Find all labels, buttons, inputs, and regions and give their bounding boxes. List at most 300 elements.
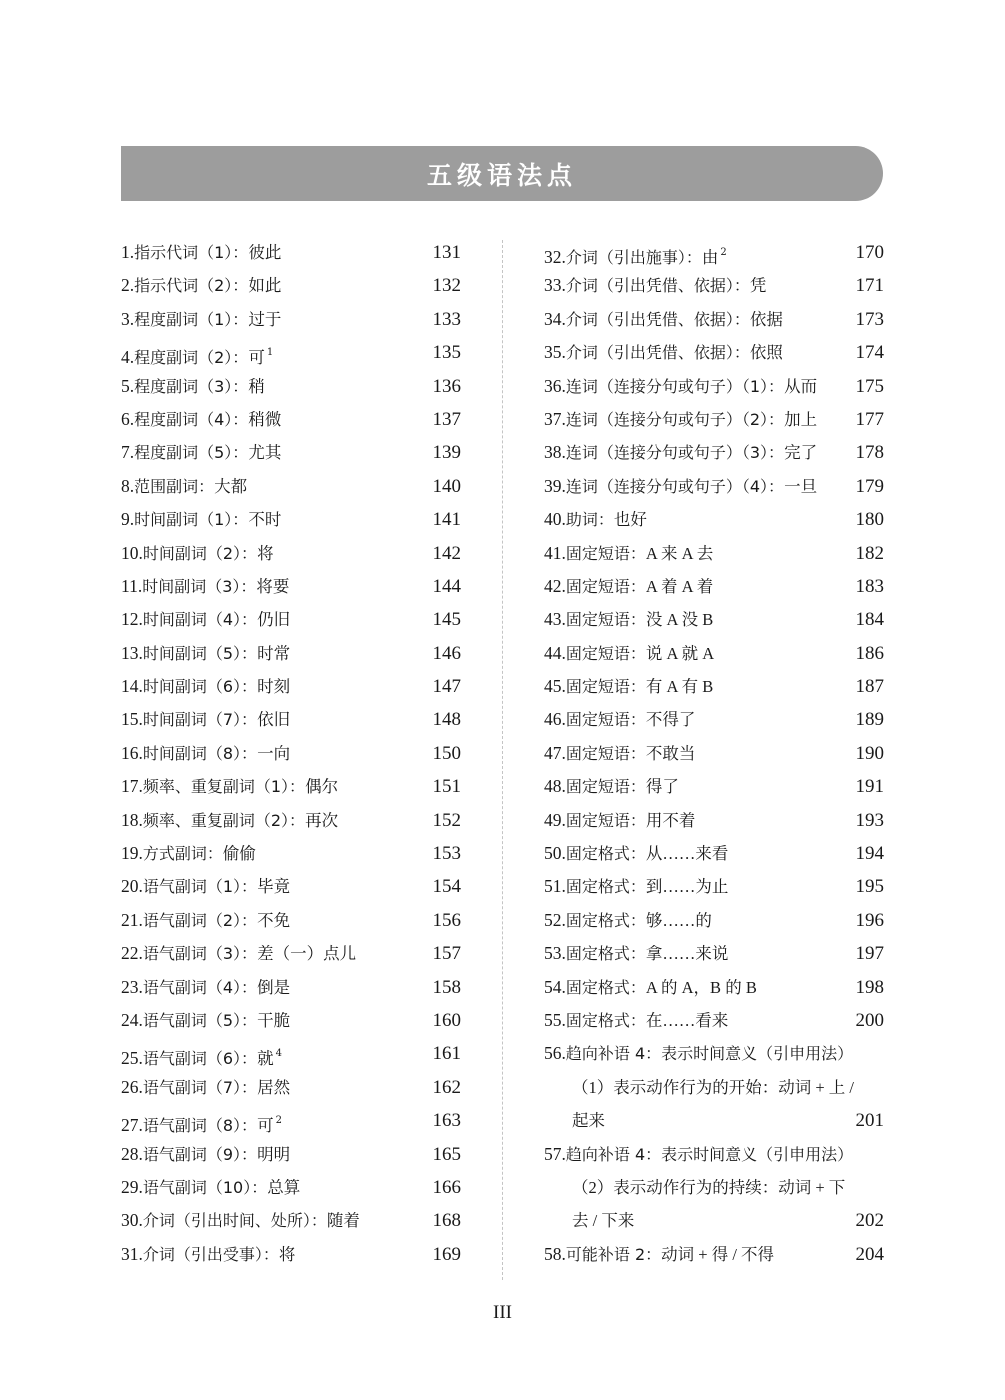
- entry-heading: 连词（连接分句或句子）（4）：: [565, 476, 785, 496]
- entry-text: [544, 670, 713, 703]
- entry-page-number: 195: [855, 876, 884, 898]
- entry-heading: 指示代词（1）：: [134, 243, 249, 262]
- entry-page-number: 170: [855, 242, 884, 263]
- entry-page-number: 197: [855, 943, 884, 965]
- entry-number: 1.: [121, 242, 135, 262]
- toc-entry: [544, 303, 884, 336]
- entry-keyword: 不时: [248, 510, 282, 530]
- entry-text: [544, 870, 728, 903]
- entry-number: 48.: [544, 776, 566, 797]
- entry-text: [121, 670, 290, 703]
- entry-text: [544, 370, 817, 403]
- toc-entry: [544, 1138, 884, 1171]
- entry-number: 39.: [544, 475, 566, 496]
- toc-entry: [121, 837, 461, 870]
- entry-page-number: 148: [432, 709, 461, 731]
- entry-text: [544, 269, 766, 302]
- entry-page-number: 163: [432, 1110, 461, 1132]
- toc-entry: [544, 670, 884, 703]
- entry-text: [544, 1071, 854, 1104]
- toc-entry: [544, 837, 884, 870]
- toc-entry: [544, 1104, 884, 1137]
- entry-page-number: 182: [855, 542, 884, 564]
- toc-entry: [544, 737, 884, 770]
- toc-entry: [544, 904, 884, 937]
- entry-keyword: 过于: [248, 309, 282, 329]
- entry-text: [544, 537, 713, 570]
- entry-page-number: 189: [855, 709, 884, 731]
- entry-page-number: 187: [855, 676, 884, 698]
- entry-heading: 程度副词（4）：: [134, 409, 249, 429]
- toc-entry: [121, 971, 461, 1004]
- entry-heading: 语气副词（5）：: [142, 1010, 258, 1030]
- entry-text: [544, 1204, 634, 1237]
- entry-text: [544, 1104, 605, 1137]
- entry-page-number: 158: [432, 976, 461, 998]
- toc-right-column: [544, 236, 884, 1271]
- entry-text: [121, 1037, 282, 1070]
- toc-entry: [544, 603, 884, 636]
- entry-page-number: 191: [855, 776, 884, 798]
- entry-page-number: 184: [855, 609, 884, 631]
- entry-keyword: 完了: [784, 443, 818, 463]
- toc-entry: [121, 804, 461, 837]
- entry-keyword: 动词 + 得 / 不得: [661, 1244, 775, 1264]
- entry-heading: 语气副词（10）：: [142, 1177, 268, 1197]
- entry-number: 26.: [121, 1076, 143, 1097]
- entry-number: 53.: [544, 943, 566, 964]
- toc-entry: [121, 370, 461, 403]
- entry-heading: 程度副词（1）：: [134, 309, 249, 329]
- entry-text: [544, 837, 728, 870]
- entry-keyword: 依据: [749, 309, 783, 329]
- toc-entry: [121, 1004, 461, 1037]
- entry-keyword: 一旦: [784, 476, 818, 496]
- entry-heading: 固定格式：: [565, 977, 646, 997]
- entry-heading: 时间副词（5）：: [142, 643, 258, 663]
- entry-keyword: 得了: [645, 777, 679, 797]
- entry-page-number: 193: [855, 809, 884, 831]
- entry-text: [544, 403, 817, 436]
- entry-heading: 固定短语：: [565, 677, 646, 697]
- toc-entry: [121, 570, 461, 603]
- entry-text: [121, 1138, 290, 1171]
- section-banner: [121, 146, 883, 201]
- entry-keyword: 倒是: [257, 977, 291, 997]
- entry-keyword: 不得了: [645, 710, 696, 730]
- toc-entry: [544, 870, 884, 903]
- entry-number: 22.: [121, 943, 143, 964]
- entry-keyword: 不免: [257, 910, 291, 930]
- entry-page-number: 142: [432, 542, 461, 564]
- toc-entry: [121, 336, 461, 369]
- toc-entry: [544, 403, 884, 436]
- entry-text: [121, 1004, 290, 1037]
- entry-text: [121, 370, 265, 403]
- entry-text: [544, 770, 679, 803]
- entry-heading: 连词（连接分句或句子）（3）：: [565, 443, 785, 463]
- entry-number: 52.: [544, 909, 566, 930]
- entry-heading: 时间副词（3）：: [142, 576, 257, 596]
- toc-entry: [121, 470, 461, 503]
- entry-page-number: 179: [855, 475, 884, 497]
- entry-text: [121, 637, 290, 670]
- entry-keyword: 总算: [267, 1177, 301, 1197]
- entry-number: 58.: [544, 1243, 566, 1264]
- entry-heading: 时间副词（6）：: [142, 677, 258, 697]
- toc-entry: [121, 236, 461, 269]
- toc-left-column: [121, 236, 461, 1271]
- entry-number: 36.: [544, 375, 566, 396]
- entry-text: [121, 603, 290, 636]
- toc-entry: [121, 1037, 461, 1070]
- entry-number: 9.: [121, 509, 135, 530]
- entry-number: 18.: [121, 809, 143, 830]
- entry-page-number: 177: [855, 408, 884, 430]
- entry-text: [544, 971, 757, 1004]
- entry-page-number: 196: [855, 909, 884, 931]
- entry-keyword: 如此: [248, 276, 282, 296]
- entry-page-number: 168: [432, 1210, 461, 1232]
- entry-number: 38.: [544, 442, 566, 463]
- entry-text: [121, 837, 256, 870]
- entry-text: [121, 1171, 300, 1204]
- toc-entry: [544, 770, 884, 803]
- entry-text: [121, 503, 281, 536]
- entry-number: 7.: [121, 442, 135, 463]
- entry-number: 56.: [544, 1043, 566, 1064]
- entry-keyword: （2）表示动作行为的持续：动词 + 下: [572, 1177, 846, 1197]
- entry-heading: 语气副词（6）：: [142, 1049, 258, 1069]
- toc-entry: [121, 737, 461, 770]
- toc-entry: [121, 670, 461, 703]
- entry-text: [544, 1171, 845, 1204]
- toc-entry: [544, 971, 884, 1004]
- entry-number: 34.: [544, 308, 566, 329]
- entry-page-number: 174: [855, 342, 884, 364]
- toc-entry: [121, 870, 461, 903]
- section-title: 五级语法点: [426, 160, 577, 190]
- entry-heading: 趋向补语 4：表示时间意义（引申用法）: [565, 1044, 854, 1064]
- entry-text: [121, 236, 281, 269]
- entry-number: 23.: [121, 976, 143, 997]
- entry-page-number: 133: [432, 308, 461, 330]
- toc-entry: [544, 537, 884, 570]
- entry-heading: 程度副词（5）：: [134, 443, 249, 463]
- entry-page-number: 204: [855, 1243, 884, 1265]
- toc-entry: [544, 1171, 884, 1204]
- toc-entry: [121, 904, 461, 937]
- entry-page-number: 141: [432, 509, 461, 531]
- entry-text: [544, 1138, 853, 1171]
- entry-number: 8.: [121, 475, 135, 496]
- toc-entry: [544, 804, 884, 837]
- toc-entry: [544, 1004, 884, 1037]
- entry-text: [121, 870, 290, 903]
- entry-page-number: 131: [432, 242, 461, 263]
- entry-page-number: 147: [432, 676, 461, 698]
- entry-text: [121, 336, 273, 369]
- entry-superscript: 4: [275, 1048, 282, 1060]
- entry-text: [121, 303, 281, 336]
- entry-heading: 时间副词（4）：: [142, 610, 258, 630]
- entry-text: [544, 637, 714, 670]
- entry-number: 10.: [121, 542, 143, 563]
- entry-keyword: 加上: [784, 409, 818, 429]
- entry-heading: 语气副词（8）：: [142, 1116, 258, 1136]
- entry-number: 54.: [544, 976, 566, 997]
- entry-keyword: 从……来看: [645, 844, 729, 864]
- entry-keyword: 毕竟: [257, 877, 291, 897]
- entry-number: 13.: [121, 642, 143, 663]
- entry-heading: 介词（引出凭借、依据）：: [565, 309, 750, 329]
- entry-heading: 连词（连接分句或句子）（1）：: [565, 376, 785, 396]
- entry-page-number: 153: [432, 843, 461, 865]
- entry-number: 15.: [121, 709, 143, 730]
- entry-number: 45.: [544, 676, 566, 697]
- entry-keyword: 偶尔: [305, 777, 339, 797]
- entry-heading: 固定格式：: [565, 877, 646, 897]
- toc-entry: [121, 703, 461, 736]
- entry-page-number: 146: [432, 642, 461, 664]
- entry-keyword: 彼此: [248, 243, 282, 262]
- entry-keyword: 时常: [257, 643, 291, 663]
- entry-number: 27.: [121, 1115, 143, 1136]
- entry-text: [544, 336, 783, 369]
- entry-heading: 指示代词（2）：: [134, 276, 249, 296]
- entry-text: [544, 236, 727, 269]
- entry-page-number: 165: [432, 1143, 461, 1165]
- entry-keyword: 可: [257, 1116, 274, 1136]
- entry-text: [121, 703, 290, 736]
- entry-text: [121, 470, 247, 503]
- entry-text: [121, 1238, 295, 1271]
- entry-text: [121, 1104, 282, 1137]
- entry-heading: 固定短语：: [565, 543, 646, 563]
- entry-number: 51.: [544, 876, 566, 897]
- entry-number: 17.: [121, 776, 143, 797]
- entry-heading: 语气副词（4）：: [142, 977, 258, 997]
- entry-number: 12.: [121, 609, 143, 630]
- toc-entry: [121, 637, 461, 670]
- toc-entry: [544, 370, 884, 403]
- entry-keyword: 依照: [749, 343, 783, 363]
- entry-keyword: 有 A 有 B: [645, 677, 714, 697]
- entry-keyword: 可: [248, 348, 265, 368]
- entry-heading: 语气副词（1）：: [142, 877, 258, 897]
- toc-entry: [121, 269, 461, 302]
- entry-page-number: 137: [432, 408, 461, 430]
- entry-heading: 语气副词（7）：: [142, 1077, 258, 1097]
- entry-page-number: 183: [855, 575, 884, 597]
- page-number: III: [493, 1302, 512, 1323]
- toc-entry: [121, 436, 461, 469]
- entry-keyword: A 的 A，B 的 B: [645, 977, 757, 997]
- entry-heading: 固定短语：: [565, 643, 646, 663]
- entry-text: [544, 1238, 774, 1271]
- entry-number: 50.: [544, 843, 566, 864]
- entry-text: [121, 570, 289, 603]
- entry-page-number: 200: [855, 1009, 884, 1031]
- entry-heading: 介词（引出凭借、依据）：: [565, 276, 750, 296]
- entry-heading: 时间副词（7）：: [142, 710, 258, 730]
- entry-keyword: 从而: [784, 376, 818, 396]
- entry-number: 20.: [121, 876, 143, 897]
- entry-text: [121, 537, 274, 570]
- entry-number: 24.: [121, 1009, 143, 1030]
- entry-keyword: 依旧: [257, 710, 291, 730]
- entry-page-number: 162: [432, 1076, 461, 1098]
- toc-entry: [544, 470, 884, 503]
- entry-keyword: 在……看来: [645, 1010, 729, 1030]
- toc-entry: [121, 303, 461, 336]
- entry-text: [121, 269, 281, 302]
- entry-page-number: 173: [855, 308, 884, 330]
- entry-number: 19.: [121, 843, 143, 864]
- entry-page-number: 144: [432, 575, 461, 597]
- entry-heading: 可能补语 2：: [565, 1244, 662, 1264]
- toc-entry: [121, 603, 461, 636]
- entry-page-number: 154: [432, 876, 461, 898]
- entry-heading: 介词（引出凭借、依据）：: [565, 343, 750, 363]
- entry-text: [544, 470, 817, 503]
- entry-keyword: 尤其: [248, 443, 282, 463]
- entry-keyword: 不敢当: [645, 743, 696, 763]
- entry-page-number: 150: [432, 742, 461, 764]
- entry-page-number: 178: [855, 442, 884, 464]
- entry-number: 16.: [121, 742, 143, 763]
- entry-keyword: 够……的: [645, 910, 712, 930]
- entry-text: [544, 904, 712, 937]
- entry-heading: 助词：: [565, 510, 614, 530]
- entry-keyword: 将: [257, 543, 274, 563]
- toc-entry: [544, 269, 884, 302]
- entry-text: [121, 737, 290, 770]
- entry-heading: 连词（连接分句或句子）（2）：: [565, 409, 785, 429]
- toc-entry: [544, 436, 884, 469]
- entry-keyword: 到……为止: [645, 877, 729, 897]
- entry-page-number: 201: [855, 1110, 884, 1132]
- toc-entry: [121, 1138, 461, 1171]
- entry-number: 5.: [121, 375, 135, 396]
- entry-number: 28.: [121, 1143, 143, 1164]
- entry-heading: 固定短语：: [565, 743, 646, 763]
- entry-page-number: 132: [432, 275, 461, 297]
- entry-number: 2.: [121, 275, 135, 296]
- entry-heading: 固定短语：: [565, 576, 646, 596]
- entry-page-number: 136: [432, 375, 461, 397]
- entry-page-number: 139: [432, 442, 461, 464]
- entry-text: [544, 804, 695, 837]
- entry-text: [544, 737, 695, 770]
- entry-page-number: 151: [432, 776, 461, 798]
- entry-text: [121, 770, 338, 803]
- entry-heading: 程度副词（3）：: [134, 376, 249, 396]
- entry-text: [121, 971, 290, 1004]
- entry-heading: 语气副词（2）：: [142, 910, 258, 930]
- entry-page-number: 152: [432, 809, 461, 831]
- entry-keyword: 差（一）点儿: [257, 944, 357, 964]
- entry-number: 3.: [121, 308, 135, 329]
- entry-keyword: 大都: [214, 476, 248, 496]
- entry-heading: 频率、重复副词（1）：: [142, 777, 306, 797]
- entry-keyword: 去 / 下来: [572, 1211, 635, 1231]
- toc-entry: [544, 1037, 884, 1070]
- entry-heading: 固定格式：: [565, 1010, 646, 1030]
- toc-entry: [544, 937, 884, 970]
- entry-page-number: 202: [855, 1210, 884, 1232]
- entry-superscript: 1: [266, 347, 274, 359]
- entry-number: 21.: [121, 909, 143, 930]
- entry-keyword: 凭: [749, 276, 767, 296]
- entry-keyword: 起来: [572, 1111, 605, 1131]
- entry-heading: 时间副词（8）：: [142, 743, 258, 763]
- entry-number: 25.: [121, 1048, 143, 1069]
- entry-page-number: 190: [855, 742, 884, 764]
- entry-page-number: 186: [855, 642, 884, 664]
- entry-number: 37.: [544, 408, 566, 429]
- entry-heading: 固定短语：: [565, 710, 646, 730]
- entry-heading: 时间副词（1）：: [134, 510, 249, 530]
- toc-entry: [121, 503, 461, 536]
- entry-number: 40.: [544, 509, 566, 530]
- toc-entry: [121, 937, 461, 970]
- entry-page-number: 160: [432, 1009, 461, 1031]
- entry-text: [121, 904, 290, 937]
- entry-page-number: 171: [855, 275, 884, 297]
- entry-number: 30.: [121, 1210, 143, 1231]
- entry-number: 41.: [544, 542, 566, 563]
- entry-heading: 频率、重复副词（2）：: [142, 810, 306, 830]
- entry-number: 14.: [121, 676, 143, 697]
- entry-heading: 固定短语：: [565, 610, 646, 630]
- toc-entry: [544, 336, 884, 369]
- toc-entry: [544, 637, 884, 670]
- entry-number: 6.: [121, 408, 135, 429]
- entry-keyword: 说 A 就 A: [645, 643, 715, 663]
- toc-entry: [544, 1071, 884, 1104]
- entry-heading: 趋向补语 4：表示时间意义（引申用法）: [565, 1144, 854, 1164]
- entry-heading: 程度副词（2）：: [134, 348, 249, 368]
- entry-page-number: 166: [432, 1176, 461, 1198]
- entry-keyword: 将要: [256, 576, 290, 596]
- entry-keyword: 干脆: [257, 1010, 291, 1030]
- entry-number: 47.: [544, 742, 566, 763]
- entry-page-number: 135: [432, 342, 461, 364]
- entry-heading: 范围副词：: [134, 476, 215, 496]
- entry-heading: 固定格式：: [565, 944, 646, 964]
- entry-number: 33.: [544, 275, 566, 296]
- entry-number: 32.: [544, 247, 566, 267]
- entry-heading: 固定短语：: [565, 810, 646, 830]
- entry-heading: 固定格式：: [565, 910, 646, 930]
- entry-keyword: 再次: [305, 810, 339, 830]
- entry-keyword: 仍旧: [257, 610, 291, 630]
- toc-entry: [121, 1204, 461, 1237]
- entry-keyword: 偷偷: [222, 844, 256, 864]
- entry-keyword: A 着 A 着: [645, 576, 714, 596]
- entry-heading: 固定格式：: [565, 844, 646, 864]
- entry-text: [121, 403, 281, 436]
- entry-text: [544, 603, 713, 636]
- toc-entry: [544, 1238, 884, 1271]
- entry-keyword: 一向: [257, 743, 291, 763]
- entry-heading: 介词（引出施事）：: [565, 248, 702, 267]
- entry-keyword: （1）表示动作行为的开始：动词 + 上 /: [572, 1077, 855, 1097]
- toc-entry: [121, 1171, 461, 1204]
- entry-keyword: 稍微: [248, 409, 282, 429]
- entry-superscript: 2: [720, 247, 727, 258]
